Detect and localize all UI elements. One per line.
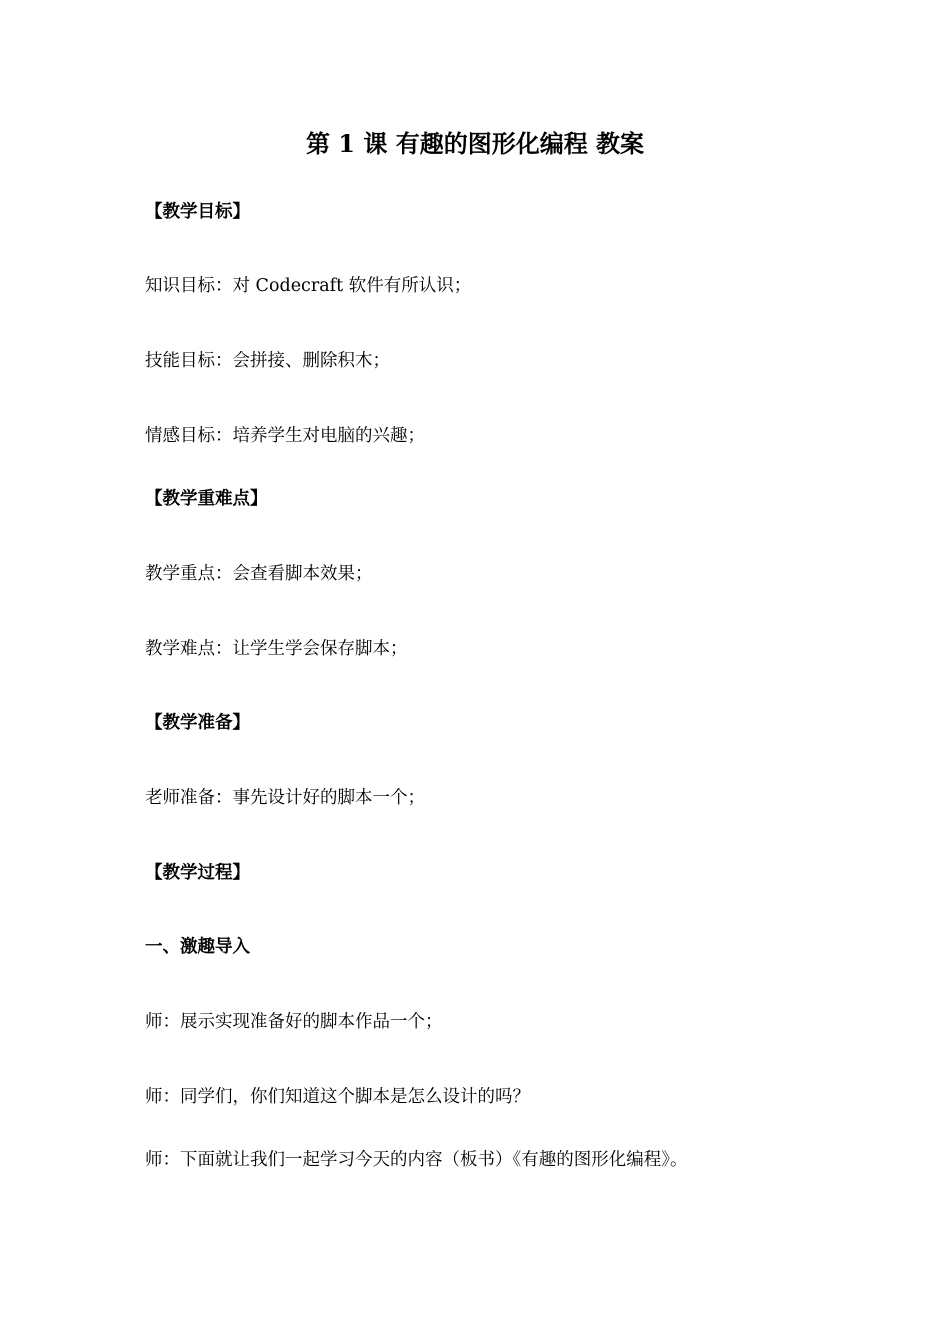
emotional-objective: 情感目标：培养学生对电脑的兴趣； <box>145 426 425 446</box>
teacher-preparation: 老师准备：事先设计好的脚本一个； <box>145 788 425 808</box>
section-heading-objectives: 【教学目标】 <box>145 202 250 222</box>
process-line: 师：下面就让我们一起学习今天的内容（板书）《有趣的图形化编程》。 <box>145 1150 688 1170</box>
skill-objective: 技能目标：会拼接、删除积木； <box>145 351 390 371</box>
section-heading-preparation: 【教学准备】 <box>145 713 250 733</box>
teaching-difficulty: 教学难点：让学生学会保存脚本； <box>145 639 408 659</box>
process-line: 师：展示实现准备好的脚本作品一个； <box>145 1012 443 1032</box>
section-heading-process: 【教学过程】 <box>145 863 250 883</box>
section-heading-key-points: 【教学重难点】 <box>145 489 268 509</box>
subsection-heading-intro: 一、激趣导入 <box>145 937 250 957</box>
knowledge-objective: 知识目标：对 Codecraft 软件有所认识； <box>145 276 472 296</box>
teaching-key-point: 教学重点：会查看脚本效果； <box>145 564 373 584</box>
process-line: 师：同学们，你们知道这个脚本是怎么设计的吗？ <box>145 1087 530 1107</box>
document-title: 第 1 课 有趣的图形化编程 教案 <box>305 129 645 158</box>
